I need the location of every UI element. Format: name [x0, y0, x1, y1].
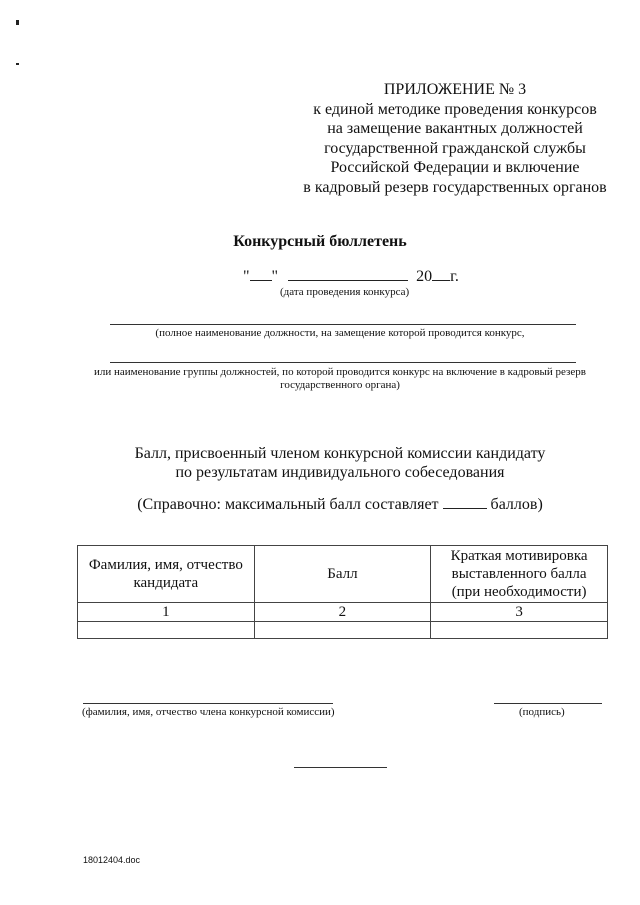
separator-line [294, 767, 387, 768]
scan-artifact [16, 63, 19, 65]
document-title: Конкурсный бюллетень [233, 233, 407, 250]
score-intro-line: Балл, присвоенный членом конкурсной комиссии кандидату [134, 445, 546, 462]
column-number: 2 [254, 603, 431, 622]
header-candidate-name [78, 546, 255, 603]
max-score-blank[interactable] [443, 494, 487, 509]
position-caption: (полное наименование должности, на замещение которой проводится конкурс, [155, 327, 525, 339]
appendix-header [290, 80, 620, 197]
member-name-line[interactable] [83, 703, 333, 704]
appendix-line: Российской Федерации и включение [330, 159, 580, 176]
appendix-line: к единой методике проведения конкурсов [313, 100, 597, 118]
footer-filename: 18012404.doc [83, 855, 141, 865]
score-cell[interactable] [254, 622, 431, 639]
date-field [243, 266, 459, 286]
column-number: 1 [78, 603, 255, 622]
position-group-caption-cont: государственного органа) [280, 379, 400, 391]
close-quote: " [271, 268, 279, 285]
header-text: Фамилия, имя, отчество [88, 557, 243, 573]
date-caption: (дата проведения конкурса) [280, 286, 410, 298]
header-text: кандидата [133, 575, 199, 591]
signature-line[interactable] [494, 703, 602, 704]
day-blank[interactable] [250, 266, 272, 281]
motivation-cell[interactable] [431, 622, 608, 639]
header-motivation [431, 546, 608, 603]
member-name-caption: (фамилия, имя, отчество члена конкурсной комиссии) [82, 706, 335, 718]
open-quote: " [243, 268, 250, 285]
score-table [77, 545, 608, 639]
header-text: Балл [327, 566, 358, 582]
reference-suffix: баллов) [490, 496, 543, 513]
reference-prefix: (Справочно: максимальный балл составляет [137, 496, 439, 513]
header-text: (при необходимости) [451, 584, 587, 600]
appendix-line: государственной гражданской службы [324, 139, 586, 157]
year-prefix: 20 [416, 268, 433, 285]
max-score-reference [0, 494, 640, 514]
table-row [78, 622, 608, 639]
position-group-line[interactable] [110, 362, 576, 363]
appendix-line: на замещение вакантных должностей [327, 120, 583, 137]
header-text: выставленного балла [451, 566, 587, 582]
table-header-row [78, 546, 608, 603]
position-group-caption: или наименование группы должностей, по которой проводится конкурс на включение в кадровый резерв [94, 366, 586, 378]
header-score [254, 546, 431, 603]
header-text: Краткая мотивировка [450, 548, 588, 564]
year-suffix: г. [450, 268, 459, 285]
column-number-row [78, 603, 608, 622]
column-number: 3 [431, 603, 608, 622]
scan-artifact [16, 20, 19, 25]
month-blank[interactable] [288, 266, 408, 281]
appendix-title: ПРИЛОЖЕНИЕ № 3 [383, 81, 527, 98]
score-intro-line: по результатам индивидуального собеседования [175, 464, 505, 481]
year-blank[interactable] [432, 266, 450, 281]
candidate-name-cell[interactable] [78, 622, 255, 639]
appendix-line: в кадровый резерв государственных органов [303, 178, 607, 196]
signature-caption: (подпись) [519, 706, 565, 718]
position-line[interactable] [110, 324, 576, 325]
